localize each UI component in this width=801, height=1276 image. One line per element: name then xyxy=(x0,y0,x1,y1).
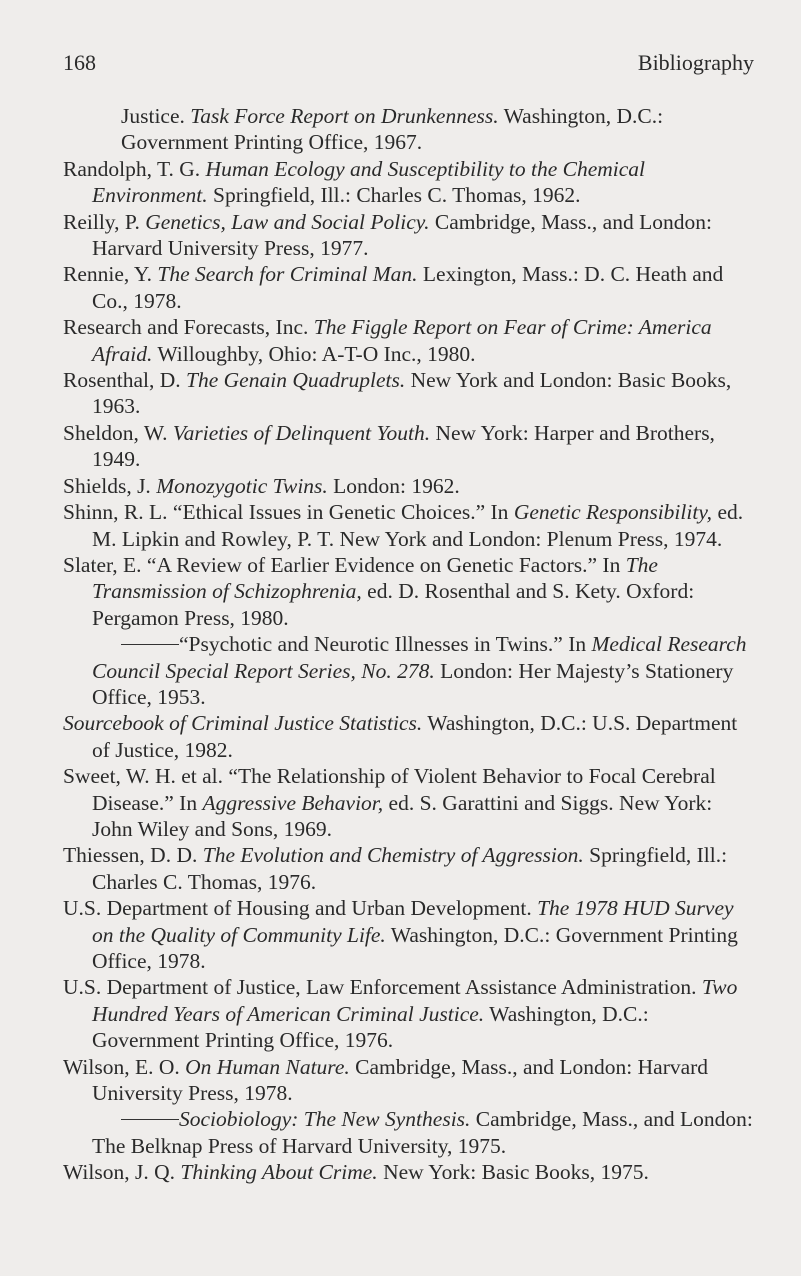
page-number: 168 xyxy=(63,50,96,75)
bibliography-entry: Reilly, P. Genetics, Law and Social Policy. Cambridge, Mass., and London: Harvard University Press, 1977. xyxy=(63,209,712,261)
bibliography-entry: Randolph, T. G. Human Ecology and Susceptibility to the Chemical Environment. Springfield, Ill.: Charles C. Thomas, 1962. xyxy=(63,156,646,208)
bibliography-entry: U.S. Department of Justice, Law Enforcement Assistance Administration. Two Hundred Years of American Criminal Justice. Washington, D.C.: Government Printing Office, 1976. xyxy=(63,975,738,1053)
bibliography-entry: Wilson, J. Q. Thinking About Crime. New York: Basic Books, 1975. xyxy=(63,1160,649,1185)
bibliography-entry: Sweet, W. H. et al. “The Relationship of Violent Behavior to Focal Cerebral Disease.” In Aggressive Behavior, ed. S. Garattini and Siggs. New York: John Wiley and Sons, 1969. xyxy=(63,764,716,841)
author-repeat-dash xyxy=(121,644,179,645)
bibliography-entry: Slater, E. “A Review of Earlier Evidence on Genetic Factors.” In The Transmission of Schizophrenia, ed. D. Rosenthal and S. Kety. Oxford: Pergamon Press, 1980. xyxy=(63,552,695,630)
bibliography-entry: Shinn, R. L. “Ethical Issues in Genetic Choices.” In Genetic Responsibility, ed. M. Lipkin and Rowley, P. T. New York and London: Plenum Press, 1974. xyxy=(63,500,744,551)
bibliography-entry: U.S. Department of Housing and Urban Development. The 1978 HUD Survey on the Quality of Community Life. Washington, D.C.: Government Printing Office, 1978. xyxy=(63,896,738,973)
bibliography-list xyxy=(63,103,757,1186)
bibliography-entry: Rennie, Y. The Search for Criminal Man. Lexington, Mass.: D. C. Heath and Co., 1978. xyxy=(63,262,724,313)
bibliography-entry: Wilson, E. O. On Human Nature. Cambridge, Mass., and London: Harvard University Press, 1978. xyxy=(63,1054,709,1106)
bibliography-entry: Thiessen, D. D. The Evolution and Chemistry of Aggression. Springfield, Ill.: Charles C. Thomas, 1976. xyxy=(63,843,728,894)
bibliography-entry: Rosenthal, D. The Genain Quadruplets. New York and London: Basic Books, 1963. xyxy=(63,368,732,419)
page-header xyxy=(63,50,754,86)
bibliography-entry: Shields, J. Monozygotic Twins. London: 1962. xyxy=(63,473,460,498)
bibliography-entry-repeat-author: Sociobiology: The New Synthesis. Cambridge, Mass., and London: The Belknap Press of Harvard University, 1975. xyxy=(92,1107,753,1158)
author-repeat-dash xyxy=(121,1119,179,1120)
bibliography-entry-repeat-author: “Psychotic and Neurotic Illnesses in Twins.” In Medical Research Council Special Report Series, No. 278. London: Her Majesty’s Stationery Office, 1953. xyxy=(92,632,747,709)
bibliography-entry: Justice. Task Force Report on Drunkenness. Washington, D.C.: Government Printing Office, 1967. xyxy=(121,104,664,155)
bibliography-entry: Sheldon, W. Varieties of Delinquent Youth. New York: Harper and Brothers, 1949. xyxy=(63,420,715,472)
bibliography-entry: Research and Forecasts, Inc. The Figgle Report on Fear of Crime: America Afraid. Willoughby, Ohio: A-T-O Inc., 1980. xyxy=(63,315,712,366)
running-head: Bibliography xyxy=(637,50,754,75)
bibliography-entry: Sourcebook of Criminal Justice Statistics. Washington, D.C.: U.S. Department of Justice, 1982. xyxy=(63,711,738,762)
